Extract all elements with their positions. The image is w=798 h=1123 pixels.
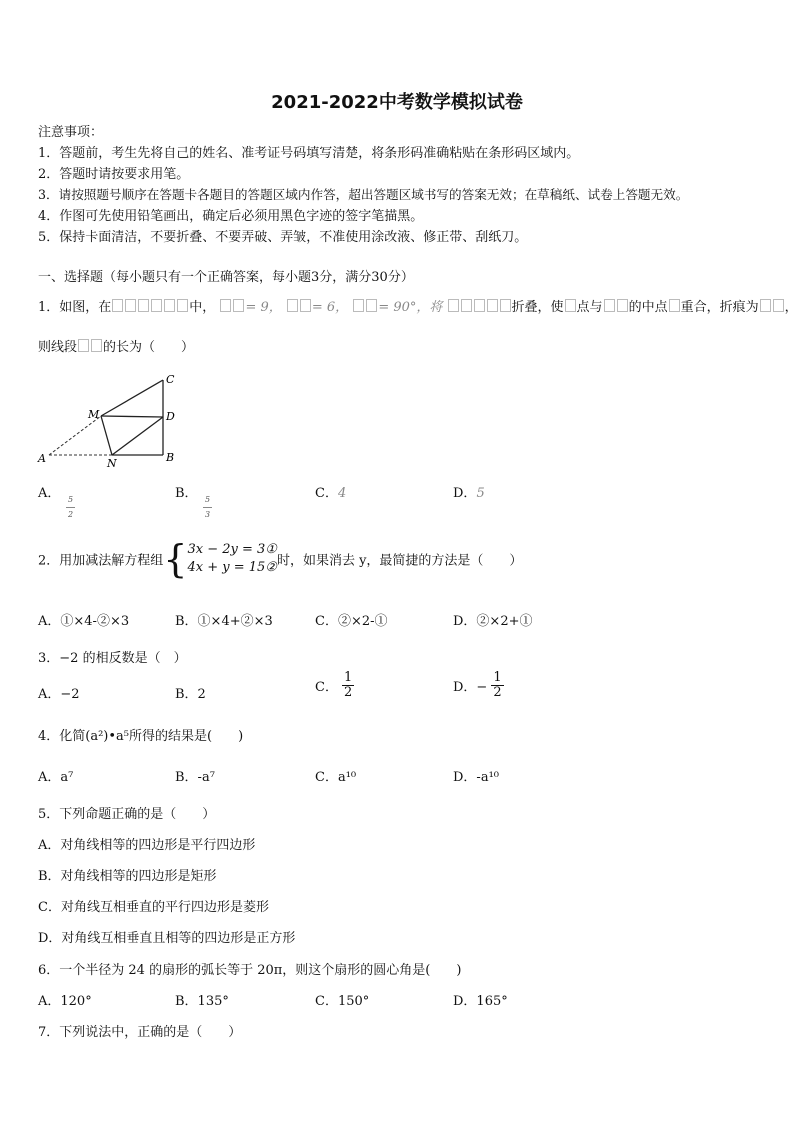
fold-line-mn bbox=[101, 416, 112, 455]
placeholder-glyph bbox=[112, 299, 123, 312]
q1-option-d: D．5 bbox=[453, 486, 485, 501]
q6-option-a: A．120° bbox=[38, 994, 92, 1009]
notice-item: 2．答题时请按要求用笔。 bbox=[38, 167, 190, 182]
fraction: $\frac{5}{3}$ bbox=[205, 495, 211, 519]
q1-option-c: C．4 bbox=[315, 486, 347, 501]
q1-option-a: A． $\frac{5}{2}$ bbox=[38, 482, 60, 501]
label-c: C bbox=[166, 373, 175, 386]
triangle-figure bbox=[36, 370, 186, 470]
question-5-text: 5．下列命题正确的是（ ） bbox=[38, 807, 216, 822]
q6-option-b: B．135° bbox=[175, 994, 229, 1009]
fraction: $\frac{1}{2}$ bbox=[493, 670, 502, 700]
label-a: A bbox=[38, 452, 46, 465]
notice-item: 1．答题前，考生先将自己的姓名、准考证号码填写清楚，将条形码准确粘贴在条形码区域内。 bbox=[38, 146, 580, 161]
q2-option-d: D．②×2+① bbox=[453, 614, 533, 629]
question-3-text: 3．−2 的相反数是（ ） bbox=[38, 651, 187, 666]
q3-option-b: B．2 bbox=[175, 687, 206, 702]
label-m: M bbox=[88, 408, 100, 421]
equation-system: 3x − 2y = 3① 4x + y = 15② bbox=[187, 542, 277, 575]
q2-option-a: A．①×4-②×3 bbox=[38, 614, 130, 629]
label-b: B bbox=[166, 451, 175, 464]
section-heading: 一、选择题（每小题只有一个正确答案，每小题3分，满分30分） bbox=[38, 270, 414, 285]
q5-option-a: A．对角线相等的四边形是平行四边形 bbox=[38, 838, 256, 853]
q4-option-b: B．-a⁷ bbox=[175, 770, 215, 785]
q1-option-b: B． $\frac{5}{3}$ bbox=[175, 482, 198, 501]
q5-option-d: D．对角线互相垂直且相等的四边形是正方形 bbox=[38, 931, 296, 946]
dashed-segment-am bbox=[49, 416, 101, 455]
segment-md bbox=[101, 416, 163, 417]
q3-option-c: C． $\frac{1}{2}$ bbox=[315, 670, 353, 700]
q4-option-a: A．a⁷ bbox=[38, 770, 74, 785]
q2-option-c: C．②×2-① bbox=[315, 614, 388, 629]
q4-option-d: D．-a¹⁰ bbox=[453, 770, 499, 785]
brace-glyph: { bbox=[163, 537, 188, 581]
q3-option-a: A．−2 bbox=[38, 687, 80, 702]
question-1-text: 1．如图，在 中， = 9， = 6， = 90°，将 折叠，使 点与 的中点 重合，折痕为 ， bbox=[38, 300, 798, 315]
notice-item: 4．作图可先使用铅笔画出，确定后必须用黑色字迹的签字笔描黑。 bbox=[38, 209, 424, 224]
segment-cm bbox=[101, 380, 163, 416]
notice-item: 3．请按照题号顺序在答题卡各题目的答题区域内作答，超出答题区域书写的答案无效；在草稿纸、试卷上答题无效。 bbox=[38, 187, 689, 202]
fraction: $\frac{5}{2}$ bbox=[68, 495, 74, 519]
label-d: D bbox=[166, 410, 175, 423]
q6-option-d: D．165° bbox=[453, 994, 508, 1009]
q5-option-b: B．对角线相等的四边形是矩形 bbox=[38, 869, 217, 884]
question-1-text-line2: 则线段 的长为（ ） bbox=[38, 340, 195, 355]
notice-item: 5．保持卡面清洁，不要折叠、不要弄破、弄皱，不准使用涂改液、修正带、刮纸刀。 bbox=[38, 230, 528, 245]
notice-heading: 注意事项： bbox=[38, 125, 104, 140]
page-title: 2021-2022中考数学模拟试卷 bbox=[271, 92, 523, 113]
q2-option-b: B．①×4+②×3 bbox=[175, 614, 273, 629]
question-7-text: 7．下列说法中，正确的是（ ） bbox=[38, 1025, 242, 1040]
label-n: N bbox=[107, 457, 117, 470]
q5-option-c: C．对角线互相垂直的平行四边形是菱形 bbox=[38, 900, 269, 915]
question-6-text: 6．一个半径为 24 的扇形的弧长等于 20π，则这个扇形的圆心角是( ) bbox=[38, 963, 462, 978]
question-4-text: 4．化简(a²)•a⁵所得的结果是( ) bbox=[38, 729, 244, 744]
segment-nd bbox=[112, 417, 163, 455]
q4-option-c: C．a¹⁰ bbox=[315, 770, 357, 785]
q3-option-d: D．− $\frac{1}{2}$ bbox=[453, 670, 502, 700]
fraction: $\frac{1}{2}$ bbox=[343, 670, 353, 700]
q6-option-c: C．150° bbox=[315, 994, 370, 1009]
question-2-text: 2．用加减法解方程组{ 3x − 2y = 3① 4x + y = 15② 时，如果消去 y，最简捷的方法是（ ） bbox=[38, 537, 523, 581]
